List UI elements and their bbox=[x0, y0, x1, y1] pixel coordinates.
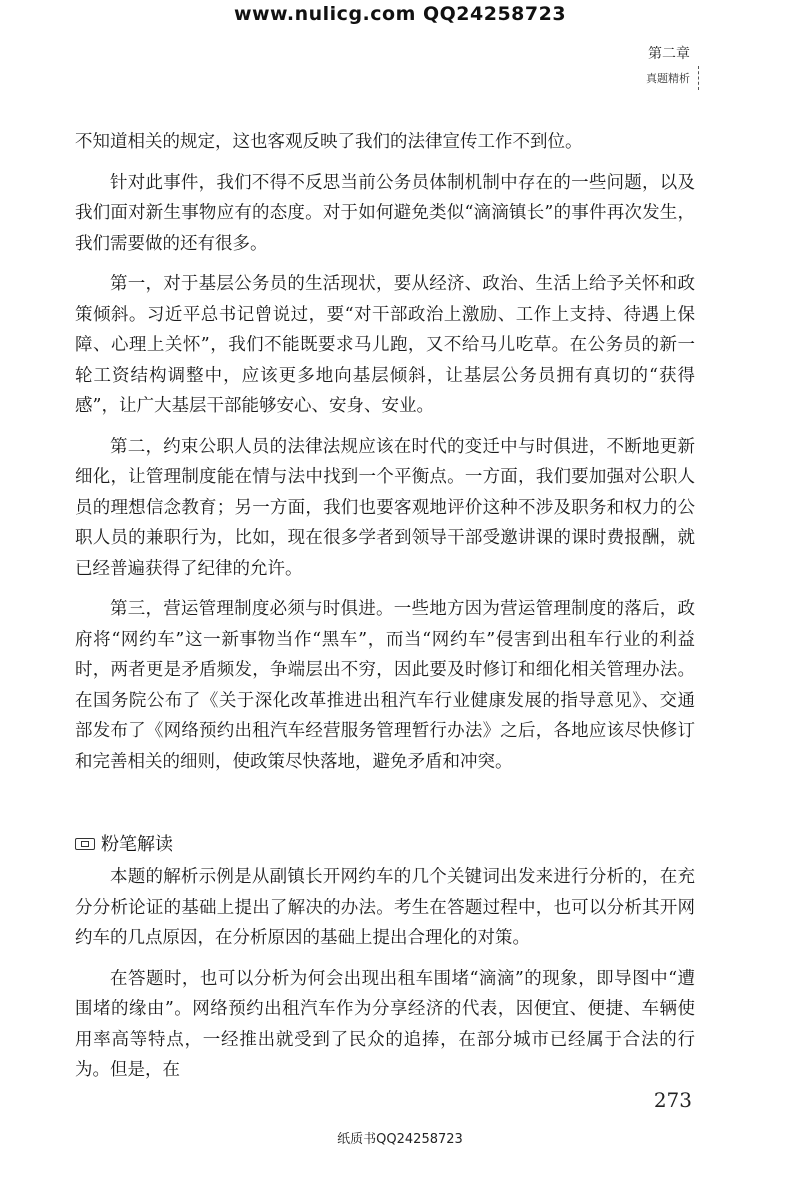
paragraph: 不知道相关的规定，这也客观反映了我们的法律宣传工作不到位。 bbox=[75, 132, 583, 152]
header-divider bbox=[698, 66, 700, 90]
section-heading bbox=[75, 830, 695, 856]
page-number: 273 bbox=[653, 1088, 692, 1112]
section-heading-text: 粉笔解读 bbox=[101, 834, 173, 855]
paragraph: 针对此事件，我们不得不反思当前公务员体制机制中存在的一些问题，以及我们面对新生事物应有的态度。对于如何避免类似“滴滴镇长”的事件再次发生，我们需要做的还有很多。 bbox=[75, 172, 695, 254]
commentary-text bbox=[75, 862, 695, 1096]
paragraph: 本题的解析示例是从副镇长开网约车的几个关键词出发来进行分析的，在充分分析论证的基础上提出了解决的办法。考生在答题过程中，也可以分析其开网约车的几点原因，在分析原因的基础上提出合理化的对策。 bbox=[75, 867, 695, 948]
chapter-label: 第二章 bbox=[648, 46, 690, 62]
paragraph: 在答题时，也可以分析为何会出现出租车围堵“滴滴”的现象，即导图中“遭围堵的缘由”。网络预约出租汽车作为分享经济的代表，因便宜、便捷、车辆使用率高等特点，一经推出就受到了民众的追捧，在部分城市已经属于合法的行为。但是，在 bbox=[75, 968, 695, 1080]
section-label: 真题精析 bbox=[646, 72, 690, 85]
body-text bbox=[75, 127, 695, 787]
commentary-icon bbox=[75, 838, 95, 850]
paragraph: 第二，约束公职人员的法律法规应该在时代的变迁中与时俱进，不断地更新细化，让管理制度能在情与法中找到一个平衡点。一方面，我们要加强对公职人员的理想信念教育；另一方面，我们也要客观地评价这种不涉及职务和权力的公职人员的兼职行为，比如，现在很多学者到领导干部受邀讲课的课时费报酬，就已经普遍获得了纪律的允许。 bbox=[75, 436, 695, 579]
paragraph: 第三，营运管理制度必须与时俱进。一些地方因为营运管理制度的落后，政府将“网约车”这一新事物当作“黑车”，而当“网约车”侵害到出租车行业的利益时，两者更是矛盾频发，争端层出不穷，因此要及时修订和细化相关管理办法。在国务院公布了《关于深化改革推进出租汽车行业健康发展的指导意见》、交通部发布了《网络预约出租汽车经营服务管理暂行办法》之后，各地应该尽快修订和完善相关的细则，使政策尽快落地，避免矛盾和冲突。 bbox=[75, 599, 695, 772]
paragraph: 第一，对于基层公务员的生活现状，要从经济、政治、生活上给予关怀和政策倾斜。习近平总书记曾说过，要“对干部政治上激励、工作上支持、待遇上保障、心理上关怀”，我们不能既要求马儿跑，又不给马儿吃草。在公务员的新一轮工资结构调整中，应该更多地向基层倾斜，让基层公务员拥有真切的“获得感”，让广大基层干部能够安心、安身、安业。 bbox=[75, 274, 695, 416]
watermark-top: www.nulicg.com QQ24258723 bbox=[233, 3, 567, 25]
watermark-bottom: 纸质书QQ24258723 bbox=[337, 1132, 463, 1147]
running-header bbox=[646, 44, 690, 88]
